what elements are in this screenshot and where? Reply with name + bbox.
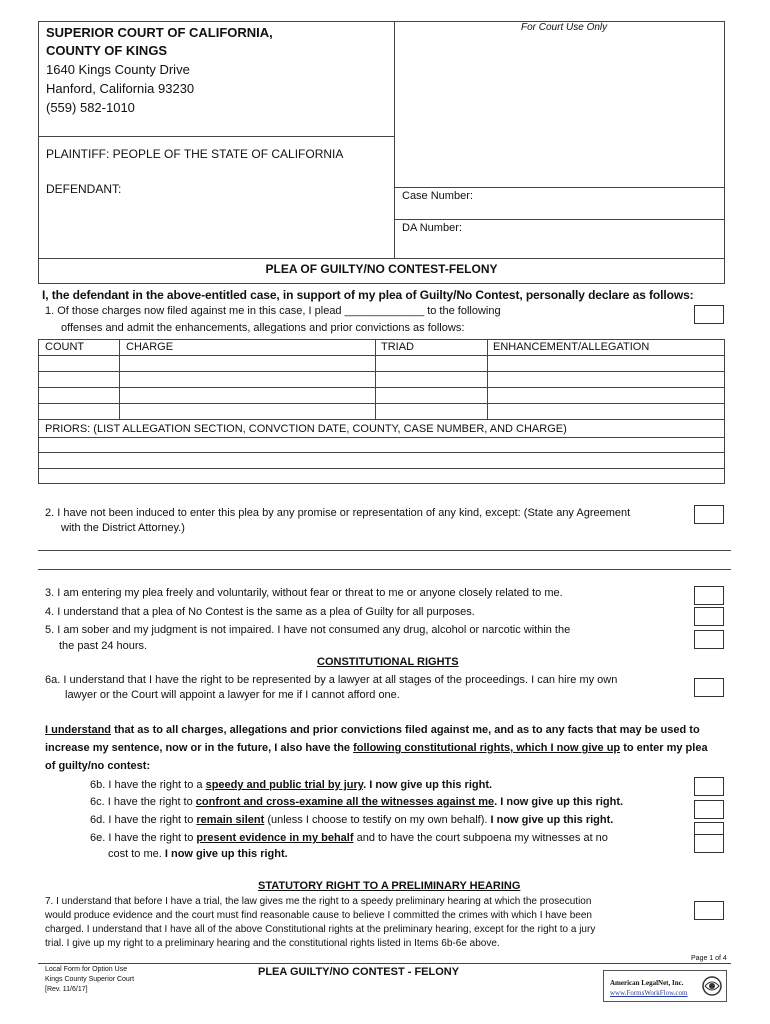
header-divider-vertical bbox=[394, 21, 395, 259]
court-use-label: For Court Use Only bbox=[521, 22, 608, 33]
court-phone: (559) 582-1010 bbox=[46, 100, 135, 115]
table-header-count: COUNT bbox=[45, 341, 85, 353]
item7-line1: 7. I understand that before I have a trial, the law gives me the right to a speedy preliminary hearing at which the prosecution bbox=[45, 896, 592, 907]
table-header-charge: CHARGE bbox=[126, 341, 174, 353]
item6d-mid: (unless I choose to testify on my own behalf). bbox=[264, 814, 491, 826]
table-col-divider-1 bbox=[119, 339, 120, 419]
publisher-url[interactable]: www.FormsWorkFlow.com bbox=[610, 989, 688, 997]
footer-local-form: Local Form for Option Use bbox=[45, 966, 128, 973]
footer-title: PLEA GUILTY/NO CONTEST - FELONY bbox=[258, 966, 460, 978]
item6a-line1: 6a. I understand that I have the right to be represented by a lawyer at all stages of the proceedings. I can hire my own bbox=[45, 674, 618, 686]
item6d-post: I now give up this right. bbox=[490, 814, 614, 826]
footer-rule bbox=[38, 963, 731, 964]
item2-line2: with the District Attorney.) bbox=[61, 522, 185, 534]
item6d-pre: 6d. I have the right to bbox=[90, 814, 197, 826]
item6e-initial-box[interactable] bbox=[694, 834, 724, 853]
header-divider-case bbox=[394, 219, 725, 220]
item6b-underlined: speedy and public trial by jury bbox=[205, 779, 364, 791]
item6e-line2a: cost to me. bbox=[108, 848, 165, 860]
court-name-line1: SUPERIOR COURT OF CALIFORNIA, bbox=[46, 25, 273, 40]
da-number-label: DA Number: bbox=[402, 222, 462, 234]
understand-rest: that as to all charges, allegations and prior convictions filed against me, and as to any facts that may be used to bbox=[111, 724, 700, 736]
table-row-line bbox=[38, 387, 725, 388]
item2-write-line bbox=[38, 569, 731, 570]
item1-line2: offenses and admit the enhancements, allegations and prior convictions as follows: bbox=[61, 322, 465, 334]
item3: 3. I am entering my plea freely and voluntarily, without fear or threat to me or anyone closely related to me. bbox=[45, 587, 563, 599]
table-header-enhancement: ENHANCEMENT/ALLEGATION bbox=[493, 341, 650, 353]
item6d-underlined: remain silent bbox=[196, 814, 265, 826]
form-title: PLEA OF GUILTY/NO CONTEST-FELONY bbox=[265, 262, 498, 276]
item6c-initial-box[interactable] bbox=[694, 800, 724, 819]
table-row-line bbox=[38, 437, 725, 438]
constitutional-heading: CONSTITUTIONAL RIGHTS bbox=[317, 656, 459, 668]
table-row-line bbox=[38, 403, 725, 404]
item6d bbox=[90, 814, 613, 826]
understand-line2b: to enter my plea bbox=[620, 742, 708, 754]
item5-line2: the past 24 hours. bbox=[59, 640, 148, 652]
page-number: Page 1 of 4 bbox=[691, 955, 727, 962]
item2-line1: 2. I have not been induced to enter this plea by any promise or representation of any kind, except: (State any Agreement bbox=[45, 507, 631, 519]
plaintiff-label: PLAINTIFF: PEOPLE OF THE STATE OF CALIFORNIA bbox=[46, 147, 344, 161]
table-row-line bbox=[38, 468, 725, 469]
understand-line2 bbox=[45, 742, 708, 754]
item6c-post: . I now give up this right. bbox=[494, 796, 624, 808]
priors-label: PRIORS: (LIST ALLEGATION SECTION, CONVCTION DATE, COUNTY, CASE NUMBER, AND CHARGE) bbox=[45, 423, 567, 435]
item7-line4: trial. I give up my right to a preliminary hearing and the constitutional rights listed in Items 6b-6e above. bbox=[45, 938, 500, 949]
understand-line3: of guilty/no contest: bbox=[45, 760, 151, 772]
item6e-line2 bbox=[108, 848, 288, 860]
item6b-post: . I now give up this right. bbox=[363, 779, 493, 791]
item2-write-line bbox=[38, 550, 731, 551]
item6c bbox=[90, 796, 623, 808]
table-col-divider-3 bbox=[487, 339, 488, 419]
item7-line2: would produce evidence and the court must find reasonable cause to believe I committed the crimes with which I have been bbox=[45, 910, 592, 921]
understand-line1 bbox=[45, 724, 700, 736]
item6a-initial-box[interactable] bbox=[694, 678, 724, 697]
publisher-globe-icon bbox=[701, 974, 723, 998]
item4: 4. I understand that a plea of No Contest is the same as a plea of Guilty for all purposes. bbox=[45, 606, 475, 618]
court-address2: Hanford, California 93230 bbox=[46, 81, 195, 96]
understand-underlined: I understand bbox=[45, 724, 112, 736]
item1-line1: 1. Of those charges now filed against me in this case, I plead _____________ to the following bbox=[45, 305, 501, 317]
court-name-line2: COUNTY OF KINGS bbox=[46, 43, 168, 58]
header-divider-court-use bbox=[394, 187, 725, 188]
statutory-heading: STATUTORY RIGHT TO A PRELIMINARY HEARING bbox=[258, 880, 521, 892]
charges-table bbox=[38, 339, 725, 484]
table-col-divider-2 bbox=[375, 339, 376, 419]
item6e-underlined: present evidence in my behalf bbox=[196, 832, 354, 844]
table-row-line bbox=[38, 371, 725, 372]
item6c-pre: 6c. I have the right to bbox=[90, 796, 196, 808]
table-row-line bbox=[38, 355, 725, 356]
understand-line2u: following constitutional rights, which I now give up bbox=[353, 742, 621, 754]
case-number-label: Case Number: bbox=[402, 190, 473, 202]
item6b bbox=[90, 779, 492, 791]
item6e-line2b: I now give up this right. bbox=[164, 848, 288, 860]
item2-initial-box[interactable] bbox=[694, 505, 724, 524]
header-divider-plaintiff bbox=[38, 136, 394, 137]
table-row-line bbox=[38, 452, 725, 453]
declaration: I, the defendant in the above-entitled case, in support of my plea of Guilty/No Contest, personally declare as follows: bbox=[42, 288, 694, 302]
table-header-triad: TRIAD bbox=[381, 341, 414, 353]
item3-initial-box[interactable] bbox=[694, 586, 724, 605]
item6b-initial-box[interactable] bbox=[694, 777, 724, 796]
court-address1: 1640 Kings County Drive bbox=[46, 62, 190, 77]
item7-line3: charged. I understand that I have all of the above Constitutional rights at the preliminary hearing, except for the right to a jury bbox=[45, 924, 596, 935]
item5-initial-box[interactable] bbox=[694, 630, 724, 649]
table-row-line bbox=[38, 419, 725, 420]
item7-initial-box[interactable] bbox=[694, 901, 724, 920]
item6b-pre: 6b. I have the right to a bbox=[90, 779, 206, 791]
footer-rev: [Rev. 11/6/17] bbox=[45, 986, 88, 993]
item6e-line1 bbox=[90, 832, 608, 844]
item1-initial-box[interactable] bbox=[694, 305, 724, 324]
item5-line1: 5. I am sober and my judgment is not impaired. I have not consumed any drug, alcohol or narcotic within the bbox=[45, 624, 571, 636]
understand-line2a: increase my sentence, now or in the future, I also have the bbox=[45, 742, 354, 754]
defendant-label: DEFENDANT: bbox=[46, 182, 122, 196]
publisher-name: American LegalNet, Inc. bbox=[610, 979, 684, 987]
footer-court: Kings County Superior Court bbox=[45, 976, 135, 983]
item6a-line2: lawyer or the Court will appoint a lawyer for me if I cannot afford one. bbox=[65, 689, 400, 701]
item6e-mid: and to have the court subpoena my witnesses at no bbox=[353, 832, 608, 844]
item6c-underlined: confront and cross-examine all the witnesses against me bbox=[195, 796, 495, 808]
item4-initial-box[interactable] bbox=[694, 607, 724, 626]
item6e-pre: 6e. I have the right to bbox=[90, 832, 197, 844]
